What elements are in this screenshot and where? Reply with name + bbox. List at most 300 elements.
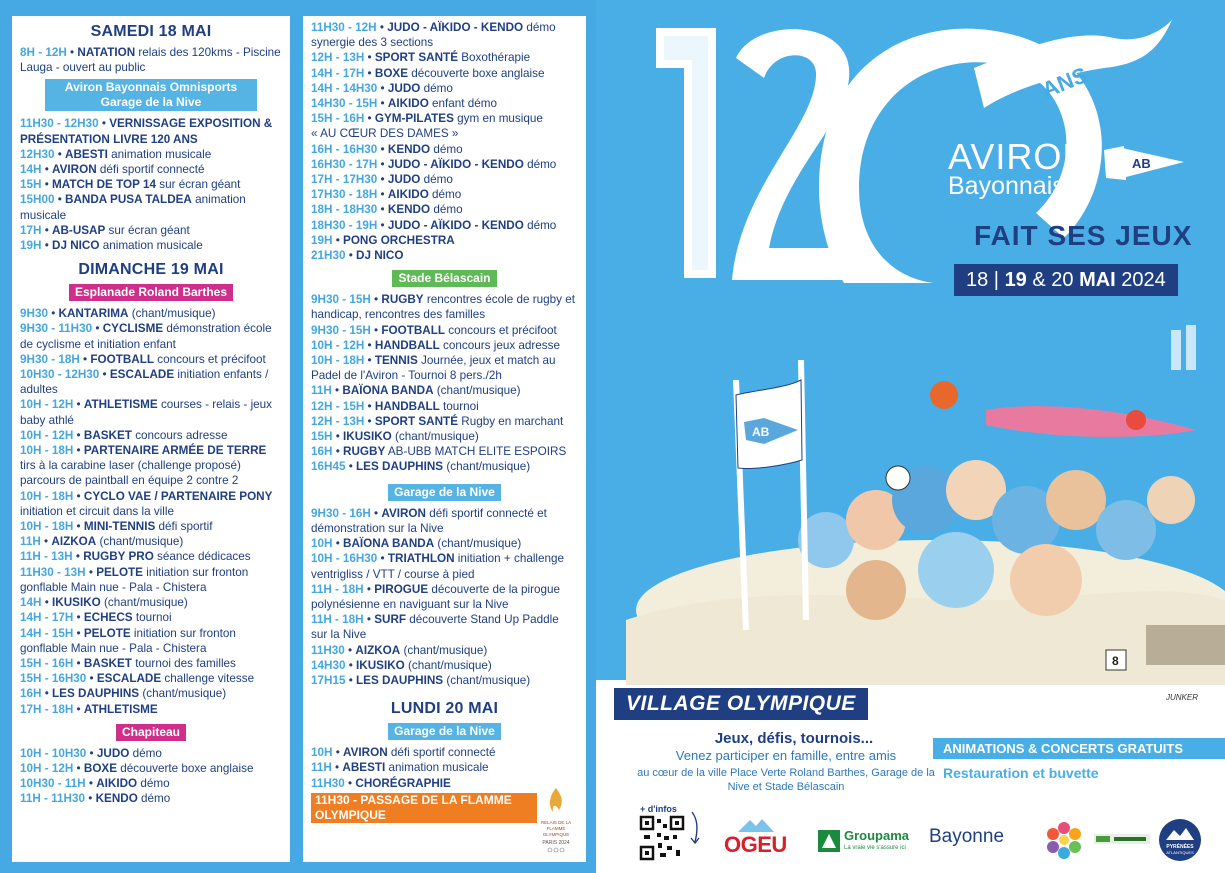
event-activity: IKUSIKO: [356, 658, 405, 672]
program-column-2: [303, 16, 586, 862]
event-description: Rugby en marchant: [461, 414, 564, 428]
event-activity: AIKIDO: [387, 188, 429, 202]
day-title-sunday: DIMANCHE 19 MAI: [78, 261, 224, 279]
event-item: 14H • IKUSIKO (chant/musique): [20, 596, 188, 610]
event-time: 14H - 15H: [20, 626, 74, 640]
event-item: 16H45 • LES DAUPHINS (chant/musique): [311, 460, 531, 474]
event-time: 10H: [311, 537, 333, 551]
event-description: initiation et circuit dans la ville: [20, 504, 174, 518]
event-time: 10H - 18H: [20, 444, 74, 458]
event-activity: IKUSIKO: [52, 596, 101, 610]
event-item: 21H30 • DJ NICO: [311, 249, 404, 263]
event-activity: RUGBY PRO: [83, 550, 154, 564]
event-activity: ESCALADE: [109, 368, 175, 382]
event-activity: PARTENAIRE ARMÉE DE TERRE: [83, 444, 267, 458]
event-description: Journée, jeux et match au Padel de l'Aviron - Tournoi 8 pers./2h: [311, 354, 556, 383]
event-time: 19H: [311, 233, 333, 247]
event-item: 12H30 • ABESTI animation musicale: [20, 147, 212, 161]
event-time: 11H30: [311, 776, 345, 790]
event-item: 9H30 • KANTARIMA (chant/musique): [20, 307, 216, 321]
sponsor-ogeu-logo: OGEU: [724, 832, 787, 857]
sunday-stade-events: [311, 292, 578, 474]
event-description: (chant/musique): [395, 430, 479, 444]
event-activity: ECHECS: [83, 611, 133, 625]
svg-text:ATLANTIQUES: ATLANTIQUES: [1166, 850, 1194, 855]
brand-name-line2: Bayonnais: [948, 172, 1065, 200]
event-description: démo: [132, 746, 162, 760]
event-item: 15H - 16H30 • ESCALADE challenge vitesse: [20, 672, 255, 686]
event-activity: DJ NICO: [356, 249, 404, 263]
event-time: 11H30 - 12H: [311, 21, 377, 34]
svg-text:FLAMME: FLAMME: [546, 826, 566, 831]
event-description: tournoi des familles: [135, 656, 236, 670]
event-item: 12H - 13H • SPORT SANTÉ Rugby en marchant: [311, 414, 564, 428]
event-activity: AVIRON: [343, 746, 388, 760]
event-activity: KENDO: [387, 142, 431, 156]
event-time: 17H - 17H30: [311, 173, 378, 187]
event-activity: CHORÉGRAPHIE: [355, 776, 451, 790]
event-time: 9H30 - 15H: [311, 293, 371, 307]
event-time: 10H - 12H: [20, 398, 74, 412]
event-time: 9H30 - 18H: [20, 352, 80, 366]
event-item: 8H - 12H • NATATION relais des 120kms - Piscine Lauga - ouvert au public: [20, 46, 281, 75]
event-item: 9H30 - 16H • AVIRON défi sportif connecté et démonstration sur la Nive: [311, 506, 547, 535]
day-title-monday: LUNDI 20 MAI: [390, 700, 499, 718]
event-item: 17H15 • LES DAUPHINS (chant/musique): [311, 673, 531, 687]
event-item: 17H - 17H30 • JUDO démo: [311, 173, 453, 187]
event-time: 11H - 13H: [20, 550, 73, 564]
event-description: sur écran géant: [108, 223, 190, 237]
event-item: 10H - 12H • BOXE découverte boxe anglaise: [20, 761, 254, 775]
animations-banner: ANIMATIONS & CONCERTS GRATUITS: [933, 738, 1225, 759]
event-activity: LES DAUPHINS: [356, 673, 444, 687]
event-activity: ATHLETISME: [83, 702, 158, 716]
event-time: 10H - 12H: [20, 761, 74, 775]
event-time: 12H30: [20, 147, 55, 161]
event-item: 11H30 - 13H • PELOTE initiation sur fronton gonflable Main nue - Pala - Chistera: [20, 565, 249, 594]
sunday-garage-events: [311, 506, 578, 688]
event-description: Boxothérapie: [461, 51, 531, 65]
event-time: 9H30 - 15H: [311, 323, 371, 337]
event-time: 15H - 16H: [20, 656, 74, 670]
event-description: « AU CŒUR DES DAMES »: [311, 127, 459, 141]
event-activity: ABESTI: [65, 147, 108, 161]
sponsor-flower-logo: [1044, 820, 1084, 860]
event-description: démo: [141, 792, 171, 806]
event-description: courses - relais - jeux baby athlé: [20, 398, 273, 427]
ab-logo-text: AB: [1132, 156, 1151, 171]
event-activity: CYCLISME: [102, 322, 164, 336]
event-item: 11H - 11H30 • KENDO démo: [20, 792, 171, 806]
illustrator-signature: JUNKER: [1166, 693, 1199, 702]
event-time: 10H - 12H: [20, 428, 74, 442]
event-activity: BASKET: [83, 428, 132, 442]
event-activity: BASKET: [83, 656, 132, 670]
event-activity: IKUSIKO: [343, 430, 392, 444]
event-description: (chant/musique): [142, 687, 227, 701]
event-item: [311, 126, 578, 141]
event-time: 10H30 - 11H: [20, 777, 86, 791]
event-item: 17H - 18H • ATHLETISME: [20, 702, 158, 716]
event-activity: BAÏONA BANDA: [342, 384, 434, 398]
event-item: 11H30 - 12H30 • VERNISSAGE EXPOSITION & PRÉSENTATION LIVRE 120 ANS: [20, 117, 273, 146]
event-activity: RUGBY: [343, 445, 386, 459]
event-item: 18H - 18H30 • KENDO démo: [311, 203, 463, 217]
event-time: 12H - 13H: [311, 51, 365, 65]
event-description: défi sportif connecté: [390, 746, 496, 760]
event-activity: KENDO: [387, 203, 431, 217]
event-description: (chant/musique): [104, 596, 188, 610]
event-item: 9H30 - 18H • FOOTBALL concours et précifoot: [20, 352, 266, 366]
sunday-esplanade-events: [20, 306, 282, 716]
event-item: 18H30 - 19H • JUDO - AÏKIDO - KENDO démo: [311, 218, 557, 232]
event-time: 18H30 - 19H: [311, 218, 378, 232]
event-time: 14H: [20, 163, 42, 177]
event-item: 9H30 - 15H • RUGBY rencontres école de rugby et handicap, rencontres des familles: [311, 293, 575, 322]
event-activity: BAÏONA BANDA: [343, 537, 435, 551]
venez-participer: Venez participer en famille, entre amis: [675, 748, 897, 763]
event-activity: BOXE: [374, 66, 408, 80]
event-item: 14H - 17H • ECHECS tournoi: [20, 611, 172, 625]
event-description: démo: [140, 777, 170, 791]
event-description: concours adresse: [135, 428, 228, 442]
event-activity: RUGBY: [381, 293, 424, 307]
saturday-pre-events: [20, 45, 282, 75]
event-description: démonstration école de cyclisme et initiation enfant: [20, 322, 272, 351]
event-activity: CYCLO VAE / PARTENAIRE PONY: [83, 489, 273, 503]
event-time: 17H: [20, 223, 42, 237]
event-time: 11H30: [311, 643, 345, 657]
event-description: initiation sur fronton gonflable Main nue - Pala - Chistera: [20, 565, 249, 594]
event-time: 16H: [311, 445, 333, 459]
event-item: 19H • PONG ORCHESTRA: [311, 233, 455, 247]
day-title-saturday: SAMEDI 18 MAI: [90, 23, 212, 40]
event-description: démo: [527, 218, 557, 232]
event-item: 11H • AIZKOA (chant/musique): [20, 535, 184, 549]
event-activity: FOOTBALL: [90, 352, 154, 366]
sunday-chapiteau-events-part1: [20, 746, 282, 807]
event-description: démo: [423, 173, 453, 187]
venue-aviron-omnisports: Aviron Bayonnais Omnisports Garage de la Nive: [45, 79, 257, 111]
venue-garage-nive-sunday: Garage de la Nive: [388, 484, 501, 501]
event-time: 17H30 - 18H: [311, 188, 378, 202]
event-activity: TRIATHLON: [387, 552, 455, 566]
event-time: 16H30 - 17H: [311, 157, 378, 171]
event-activity: PELOTE: [83, 626, 131, 640]
arrow-down-icon: [688, 810, 702, 846]
event-time: 11H: [311, 384, 332, 398]
event-description: découverte boxe anglaise: [411, 66, 545, 80]
event-time: 14H - 17H: [311, 66, 365, 80]
program-column-1: [12, 16, 290, 862]
qr-code[interactable]: [640, 816, 684, 860]
event-item: 10H - 18H • MINI-TENNIS défi sportif: [20, 520, 213, 534]
event-description: démo synergie des 3 sections: [311, 21, 556, 50]
event-item: 10H - 18H • TENNIS Journée, jeux et match au Padel de l'Aviron - Tournoi 8 pers./2h: [311, 354, 556, 383]
event-item: 16H30 - 17H • JUDO - AÏKIDO - KENDO démo: [311, 157, 557, 171]
event-description: démo: [433, 203, 463, 217]
event-time: 18H - 18H30: [311, 203, 378, 217]
event-activity: JUDO - AÏKIDO - KENDO: [387, 218, 524, 232]
event-item: 11H • BAÏONA BANDA (chant/musique): [311, 384, 521, 398]
event-time: 14H - 14H30: [311, 81, 378, 95]
event-time: 10H - 16H30: [311, 552, 378, 566]
event-description: (chant/musique): [408, 658, 492, 672]
sponsor-pyrenees-atlantiques-logo: [1158, 818, 1202, 862]
flag-ab-text: AB: [752, 425, 770, 439]
event-description: initiation sur fronton gonflable Main nue - Pala - Chistera: [20, 626, 236, 655]
svg-text:OLYMPIQUE: OLYMPIQUE: [542, 832, 570, 837]
event-time: 11H - 11H30: [20, 792, 85, 806]
event-item: 10H30 - 11H • AIKIDO démo: [20, 777, 170, 791]
event-description: animation musicale: [20, 193, 246, 222]
event-item: 10H - 12H • ATHLETISME courses - relais - jeux baby athlé: [20, 398, 273, 427]
event-time: 14H30 - 15H: [311, 97, 378, 111]
brand-name-line1: AVIRON: [948, 136, 1090, 177]
event-time: 14H - 17H: [20, 611, 74, 625]
event-description: défi sportif: [158, 520, 213, 534]
event-description: défi sportif connecté: [99, 163, 205, 177]
event-activity: AB-USAP: [52, 223, 106, 237]
event-time: 12H - 15H: [311, 399, 365, 413]
event-description: (chant/musique): [446, 673, 531, 687]
event-description: (chant/musique): [403, 643, 488, 657]
olympic-flame-relay-logo: [536, 784, 576, 854]
event-description: démo: [423, 81, 453, 95]
event-time: 15H - 16H30: [20, 672, 87, 686]
event-time: 12H - 13H: [311, 414, 365, 428]
event-description: rencontres école de rugby et handicap, rencontres des familles: [311, 293, 575, 322]
event-activity: PONG ORCHESTRA: [343, 233, 455, 247]
event-item: 10H - 12H • BASKET concours adresse: [20, 428, 228, 442]
event-description: initiation enfants / adultes: [20, 368, 269, 397]
event-activity: AVIRON: [381, 506, 426, 520]
event-item: 10H - 10H30 • JUDO démo: [20, 746, 162, 760]
sunday-chapiteau-events-part2: [311, 20, 578, 263]
venue-garage-nive-monday: Garage de la Nive: [388, 723, 501, 740]
event-description: (chant/musique): [99, 535, 184, 549]
event-item: 10H - 18H • PARTENAIRE ARMÉE DE TERRE tirs à la carabine laser (challenge proposé) parcours de paintball en équipe 2 contre 2: [20, 444, 267, 488]
event-description: démo: [432, 188, 462, 202]
event-activity: JUDO: [387, 173, 421, 187]
event-activity: AIZKOA: [355, 643, 401, 657]
event-activity: JUDO - AÏKIDO - KENDO: [387, 157, 524, 171]
event-activity: PELOTE: [96, 565, 143, 579]
event-time: 11H30 - 13H: [20, 565, 86, 579]
event-description: séance dédicaces: [157, 550, 251, 564]
event-description: démo: [527, 157, 557, 171]
sponsor-groupama-logo: Groupama La vraie vie s'assure ici: [818, 828, 908, 862]
event-activity: SPORT SANTÉ: [374, 414, 458, 428]
event-activity: HANDBALL: [374, 338, 440, 352]
event-item: 15H - 16H • BASKET tournoi des familles: [20, 656, 236, 670]
sponsor-bayonne-logo: Bayonne: [929, 826, 1005, 847]
event-description: relais des 120kms - Piscine Lauga - ouvert au public: [20, 46, 281, 75]
event-item: 11H30 - 12H • JUDO - AÏKIDO - KENDO démo synergie des 3 sections: [311, 21, 556, 50]
event-activity: BOXE: [83, 761, 117, 775]
event-description: découverte Stand Up Paddle sur la Nive: [311, 613, 559, 642]
event-item: 19H • DJ NICO animation musicale: [20, 239, 203, 253]
event-item: 14H30 • IKUSIKO (chant/musique): [311, 658, 492, 672]
jeux-defis-tournois: Jeux, défis, tournois...: [714, 730, 874, 747]
event-item: 11H30 • CHORÉGRAPHIE: [311, 776, 451, 790]
event-description: (chant/musique): [436, 384, 521, 398]
event-dates-banner: 18 | 19 & 20 MAI 2024: [954, 264, 1178, 296]
cartoon-sports-illustration: [626, 300, 1225, 702]
poster-panel: [596, 0, 1225, 873]
event-item: 9H30 - 15H • FOOTBALL concours et précifoot: [311, 323, 557, 337]
event-time: 15H00: [20, 193, 55, 207]
event-description: tirs à la carabine laser (challenge proposé) parcours de paintball en équipe 2 contre 2: [20, 459, 241, 488]
event-item: 14H - 14H30 • JUDO démo: [311, 81, 453, 95]
event-item: 16H • RUGBY AB-UBB MATCH ELITE ESPOIRS: [311, 445, 567, 459]
event-description: AB-UBB MATCH ELITE ESPOIRS: [387, 445, 567, 459]
infos-label: + d'infos: [640, 804, 677, 814]
event-time: 10H - 18H: [20, 489, 74, 503]
venue-esplanade-roland-barthes: Esplanade Roland Barthes: [69, 284, 233, 301]
event-activity: GYM-PILATES: [374, 112, 454, 126]
event-description: enfant démo: [432, 97, 498, 111]
event-description: (chant/musique): [446, 460, 531, 474]
event-activity: AIKIDO: [96, 777, 138, 791]
tagline-fait-ses-jeux: FAIT SES JEUX: [974, 220, 1193, 251]
event-activity: NATATION: [77, 46, 136, 59]
event-item: 10H - 12H • HANDBALL concours jeux adresse: [311, 338, 560, 352]
event-item: 10H30 - 12H30 • ESCALADE initiation enfants / adultes: [20, 368, 269, 397]
event-description: sur écran géant: [159, 178, 241, 192]
event-activity: SURF: [374, 613, 407, 627]
event-description: gym en musique: [457, 112, 543, 126]
event-item: 14H • AVIRON défi sportif connecté: [20, 163, 205, 177]
event-item: 11H • ABESTI animation musicale: [311, 761, 489, 775]
event-activity: KENDO: [95, 792, 138, 806]
event-item: 14H - 17H • BOXE découverte boxe anglaise: [311, 66, 545, 80]
event-time: 15H - 16H: [311, 112, 365, 126]
event-activity: ESCALADE: [96, 672, 162, 686]
groupama-leaf-icon: [818, 830, 840, 852]
svg-text:PARIS 2024: PARIS 2024: [542, 840, 570, 846]
event-time: 16H: [20, 687, 42, 701]
event-activity: FOOTBALL: [381, 323, 445, 337]
event-item: 14H - 15H • PELOTE initiation sur fronton gonflable Main nue - Pala - Chistera: [20, 626, 236, 655]
event-description: concours jeux adresse: [443, 338, 560, 352]
event-item: 17H • AB-USAP sur écran géant: [20, 223, 190, 237]
event-item: 14H30 - 15H • AIKIDO enfant démo: [311, 97, 498, 111]
event-item: 15H • MATCH DE TOP 14 sur écran géant: [20, 178, 241, 192]
flame-passage-banner: 11H30 - PASSAGE DE LA FLAMME OLYMPIQUE: [311, 793, 537, 823]
event-activity: ATHLETISME: [83, 398, 158, 412]
event-item: 17H30 - 18H • AIKIDO démo: [311, 188, 462, 202]
event-description: démo: [433, 142, 463, 156]
event-description: concours et précifoot: [448, 323, 557, 337]
event-time: 16H - 16H30: [311, 142, 378, 156]
event-activity: MINI-TENNIS: [83, 520, 156, 534]
event-activity: JUDO - AÏKIDO - KENDO: [387, 21, 524, 34]
event-item: 11H - 18H • PIROGUE découverte de la pirogue polynésienne en naviguant sur la Nive: [311, 582, 561, 611]
event-description: challenge vitesse: [164, 672, 255, 686]
event-description: découverte boxe anglaise: [120, 761, 254, 775]
event-time: 15H: [311, 430, 333, 444]
event-description: animation musicale: [102, 239, 203, 253]
event-time: 10H - 12H: [311, 338, 365, 352]
restauration-text: Restauration et buvette: [943, 765, 1099, 781]
event-item: 16H • LES DAUPHINS (chant/musique): [20, 687, 227, 701]
event-item: 15H • IKUSIKO (chant/musique): [311, 430, 479, 444]
event-time: 11H: [311, 761, 332, 775]
event-description: animation musicale: [111, 147, 212, 161]
event-description: concours et précifoot: [157, 352, 266, 366]
ab-club-logo: [1102, 144, 1186, 184]
event-time: 11H - 18H: [311, 582, 364, 596]
event-time: 9H30 - 11H30: [20, 322, 93, 336]
plate-number: 8: [1112, 654, 1119, 668]
village-olympique-banner: VILLAGE OLYMPIQUE: [614, 688, 868, 720]
event-item: 11H - 18H • SURF découverte Stand Up Paddle sur la Nive: [311, 613, 559, 642]
event-time: 15H: [20, 178, 42, 192]
saturday-events: [20, 116, 282, 253]
event-activity: AIKIDO: [387, 97, 429, 111]
event-activity: JUDO: [387, 81, 421, 95]
event-item: 10H - 16H30 • TRIATHLON initiation + challenge ventrigliss / VTT / course à pied: [311, 552, 565, 581]
event-activity: SPORT SANTÉ: [374, 51, 458, 65]
event-item: 10H - 18H • CYCLO VAE / PARTENAIRE PONY initiation et circuit dans la ville: [20, 489, 273, 518]
event-activity: LES DAUPHINS: [52, 687, 140, 701]
event-item: 15H - 16H • GYM-PILATES gym en musique: [311, 112, 543, 126]
flame-logo-text: RELAIS DE LA: [540, 820, 572, 825]
event-activity: VERNISSAGE EXPOSITION & PRÉSENTATION LIVRE 120 ANS: [20, 117, 273, 146]
event-time: 9H30 - 16H: [311, 506, 371, 520]
event-activity: PIROGUE: [374, 582, 429, 596]
event-activity: HANDBALL: [374, 399, 440, 413]
event-time: 10H30 - 12H30: [20, 368, 100, 382]
event-activity: MATCH DE TOP 14: [52, 178, 156, 192]
event-item: 11H30 • AIZKOA (chant/musique): [311, 643, 488, 657]
event-item: 10H • BAÏONA BANDA (chant/musique): [311, 537, 522, 551]
event-description: défi sportif connecté et démonstration sur la Nive: [311, 506, 547, 535]
event-time: 11H30 - 12H30: [20, 117, 99, 131]
event-activity: KANTARIMA: [58, 307, 129, 321]
event-activity: AIZKOA: [51, 535, 97, 549]
event-activity: LES DAUPHINS: [356, 460, 444, 474]
event-time: 21H30: [311, 249, 346, 263]
event-time: 14H30: [311, 658, 346, 672]
event-description: découverte de la pirogue polynésienne en naviguant sur la Nive: [311, 582, 561, 611]
event-time: 8H - 12H: [20, 46, 67, 59]
event-item: 11H - 13H • RUGBY PRO séance dédicaces: [20, 550, 251, 564]
event-activity: BANDA PUSA TALDEA: [65, 193, 192, 207]
venue-chapiteau: Chapiteau: [116, 724, 186, 741]
event-time: 14H: [20, 596, 42, 610]
event-activity: DJ NICO: [52, 239, 100, 253]
event-description: tournoi: [135, 611, 172, 625]
event-item: 9H30 - 11H30 • CYCLISME démonstration école de cyclisme et initiation enfant: [20, 322, 272, 351]
sponsor-departement-logo: [1094, 832, 1150, 846]
event-time: 19H: [20, 239, 42, 253]
event-description: animation musicale: [388, 761, 489, 775]
event-item: 15H00 • BANDA PUSA TALDEA animation musicale: [20, 193, 246, 222]
event-activity: TENNIS: [374, 354, 418, 368]
event-time: 11H: [20, 535, 41, 549]
event-description: (chant/musique): [437, 537, 522, 551]
event-time: 10H - 18H: [311, 354, 365, 368]
ogeu-mountain-icon: [738, 818, 774, 832]
event-time: 9H30: [20, 307, 48, 321]
event-description: (chant/musique): [131, 307, 216, 321]
locations-text: au cœur de la ville Place Verte Roland Barthes, Garage de la Nive et Stade Bélascain: [637, 767, 935, 793]
event-time: 17H15: [311, 673, 346, 687]
event-time: 10H: [311, 746, 333, 760]
venue-stade-belascain: Stade Bélascain: [392, 270, 496, 287]
